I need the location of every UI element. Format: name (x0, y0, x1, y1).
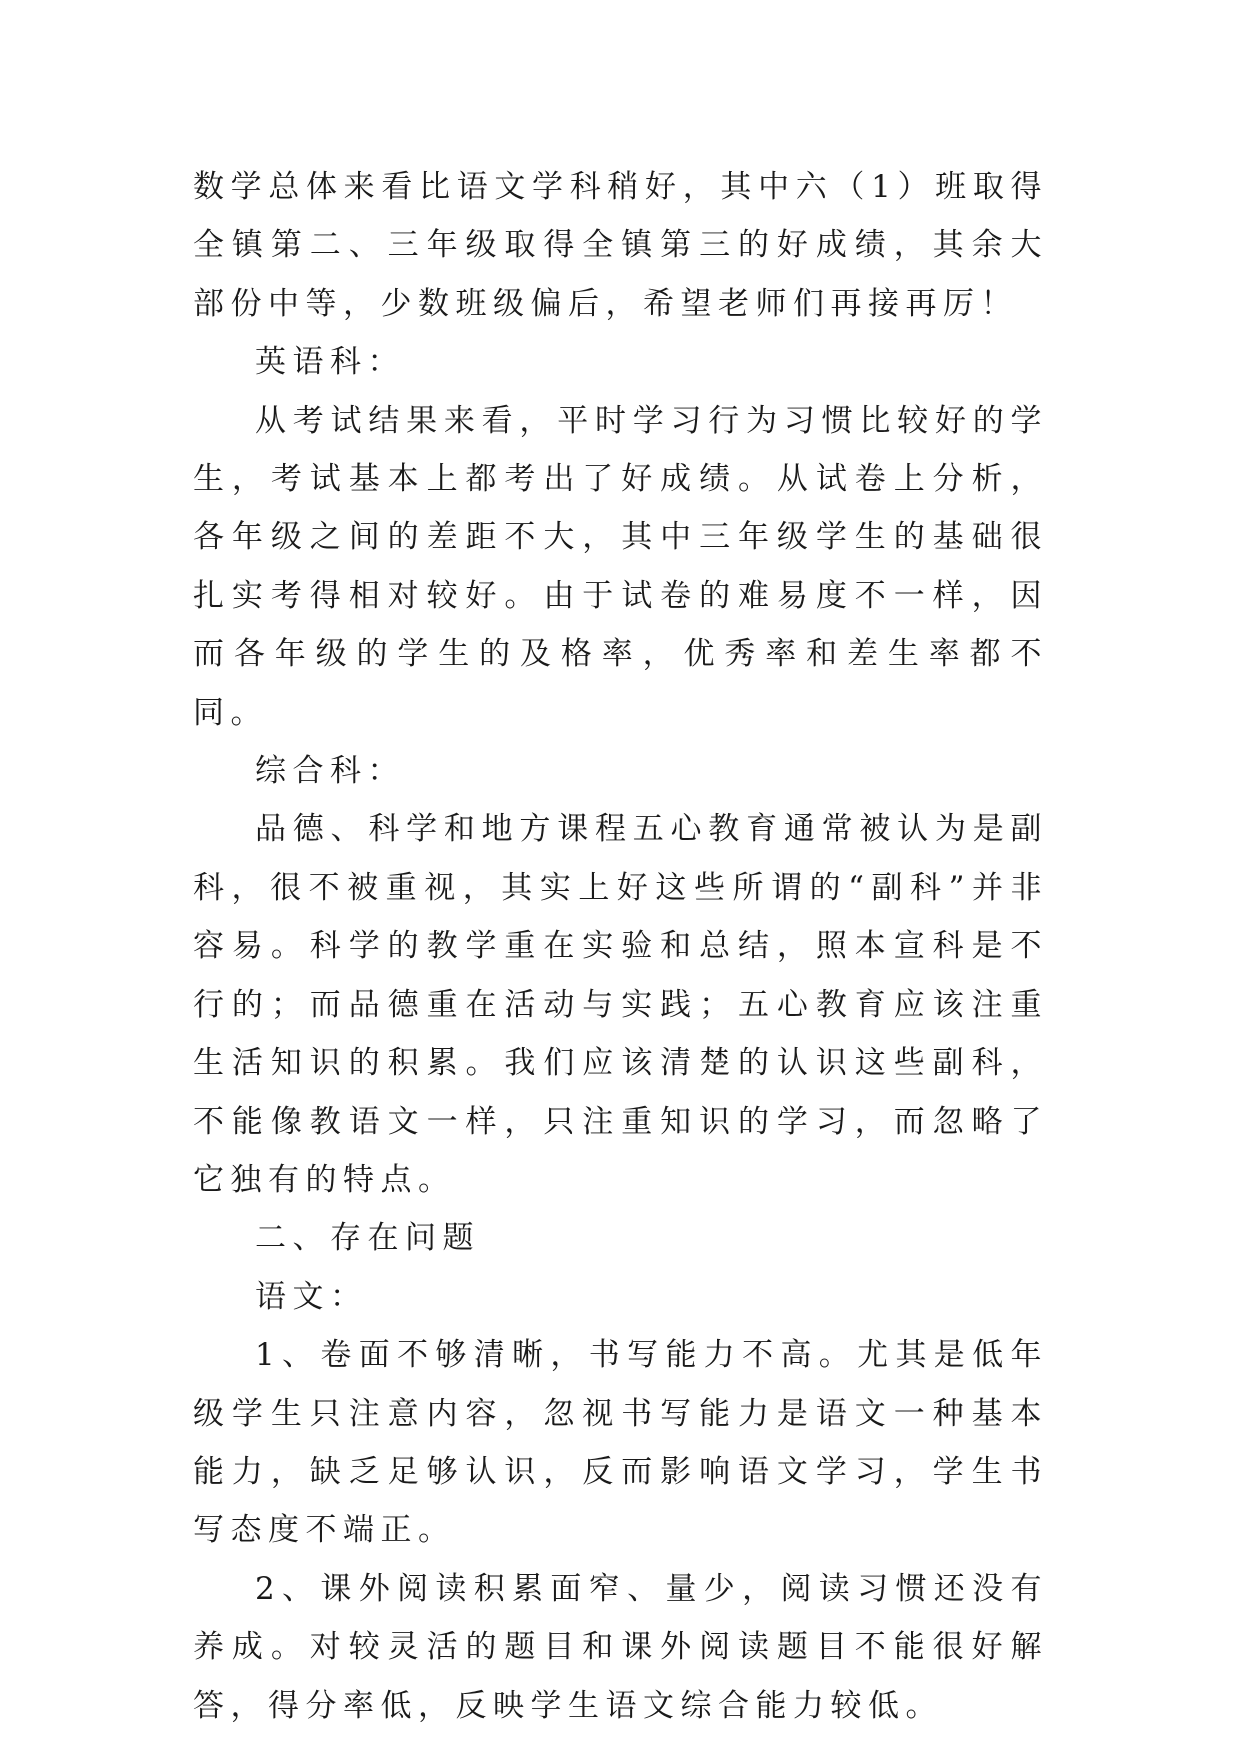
paragraph-math-summary: 数学总体来看比语文学科稍好，其中六（1）班取得全镇第二、三年级取得全镇第三的好成绩，其余大部份中等，少数班级偏后，希望老师们再接再厉！ (193, 169, 1048, 322)
document-body (193, 158, 1048, 1735)
heading-comprehensive: 综合科： (255, 753, 405, 790)
heading-problems: 二、存在问题 (255, 1220, 480, 1257)
paragraph-english: 从考试结果来看，平时学习行为习惯比较好的学生，考试基本上都考出了好成绩。从试卷上分析，各年级之间的差距不大，其中三年级学生的基础很扎实考得相对较好。由于试卷的难易度不一样，因而各年级的学生的及格率，优秀率和差生率都不同。 (193, 402, 1048, 731)
heading-english: 英语科： (255, 344, 405, 381)
heading-chinese: 语文： (255, 1278, 368, 1315)
paragraph-comprehensive: 品德、科学和地方课程五心教育通常被认为是副科，很不被重视，其实上好这些所谓的“副科”并非容易。科学的教学重在实验和总结，照本宣科是不行的；而品德重在活动与实践；五心教育应该注重生活知识的积累。我们应该清楚的认识这些副科，不能像教语文一样，只注重知识的学习，而忽略了它独有的特点。 (193, 811, 1048, 1198)
paragraph-problem-2: 2、课外阅读积累面窄、量少，阅读习惯还没有养成。对较灵活的题目和课外阅读题目不能很好解答，得分率低，反映学生语文综合能力较低。 (193, 1570, 1048, 1724)
paragraph-problem-1: 1、卷面不够清晰，书写能力不高。尤其是低年级学生只注意内容，忽视书写能力是语文一种基本能力，缺乏足够认识，反而影响语文学习，学生书写态度不端正。 (193, 1337, 1048, 1549)
